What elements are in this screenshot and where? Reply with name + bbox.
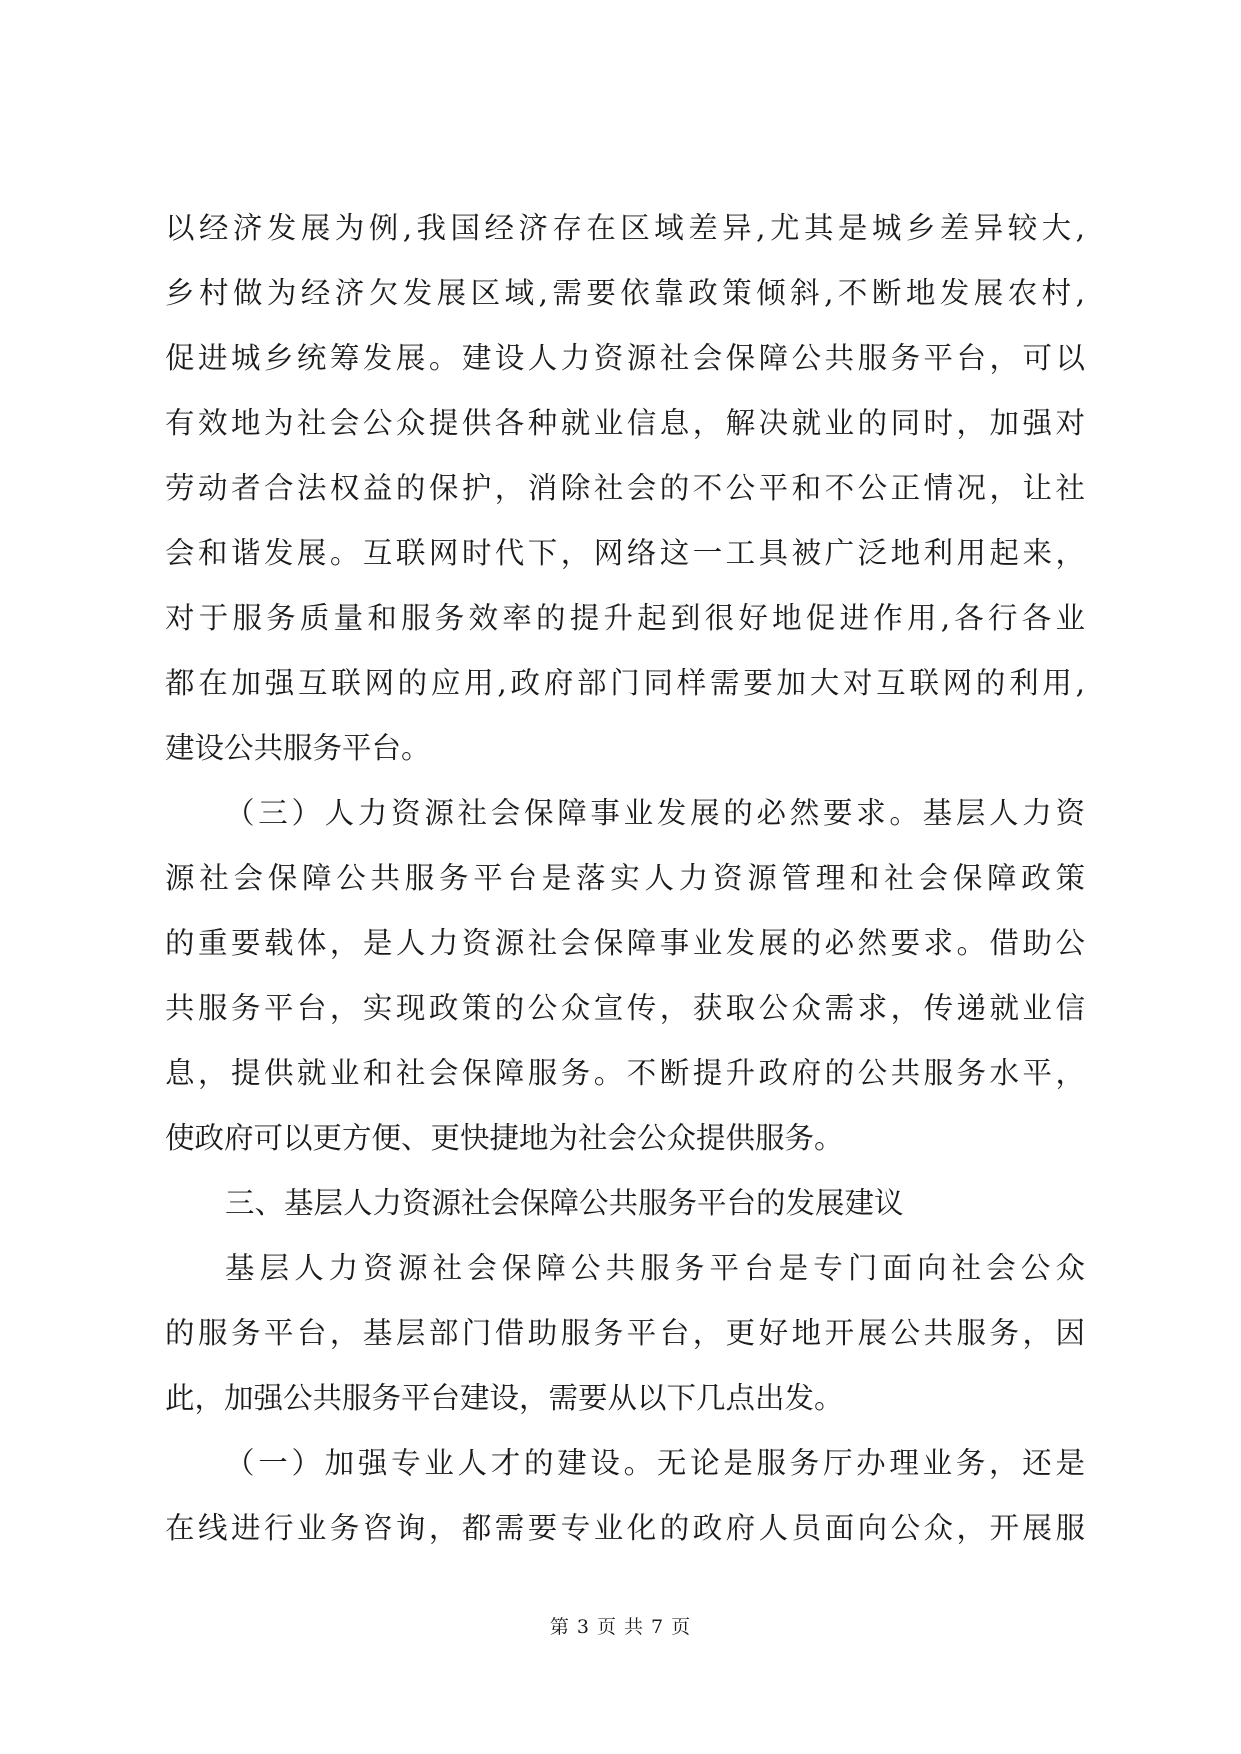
text-line: 都在加强互联网的应用,政府部门同样需要加大对互联网的利用,: [165, 666, 1085, 700]
text-line: 源社会保障公共服务平台是落实人力资源管理和社会保障政策: [165, 861, 1085, 895]
section-heading-one: （一）加强专业人才的建设。无论是服务厅办理业务，还是: [225, 1446, 1085, 1480]
text-line: 建设公共服务平台。: [165, 731, 431, 765]
text-line: 的服务平台，基层部门借助服务平台，更好地开展公共服务，因: [165, 1316, 1085, 1350]
text-line: 有效地为社会公众提供各种就业信息，解决就业的同时，加强对: [165, 406, 1085, 440]
text-line: 的重要载体，是人力资源社会保障事业发展的必然要求。借助公: [165, 926, 1085, 960]
text-line: 乡村做为经济欠发展区域,需要依靠政策倾斜,不断地发展农村,: [165, 276, 1085, 310]
text-line: 会和谐发展。互联网时代下，网络这一工具被广泛地利用起来，: [165, 536, 1085, 570]
document-body: [165, 196, 1085, 1561]
chapter-heading: 三、基层人力资源社会保障公共服务平台的发展建议: [225, 1186, 904, 1220]
text-line: 息，提供就业和社会保障服务。不断提升政府的公共服务水平，: [165, 1056, 1085, 1090]
text-line: 基层人力资源社会保障公共服务平台是专门面向社会公众: [225, 1251, 1085, 1285]
text-line: 此，加强公共服务平台建设，需要从以下几点出发。: [165, 1381, 844, 1415]
text-line: 对于服务质量和服务效率的提升起到很好地促进作用,各行各业: [165, 601, 1085, 635]
text-line: 共服务平台，实现政策的公众宣传，获取公众需求，传递就业信: [165, 991, 1085, 1025]
page-number-footer: 第 3 页 共 7 页: [549, 1616, 692, 1638]
text-line: 以经济发展为例,我国经济存在区域差异,尤其是城乡差异较大,: [165, 211, 1085, 245]
text-line: 在线进行业务咨询，都需要专业化的政府人员面向公众，开展服: [165, 1511, 1085, 1545]
section-heading-three: （三）人力资源社会保障事业发展的必然要求。基层人力资: [225, 796, 1085, 830]
text-line: 促进城乡统筹发展。建设人力资源社会保障公共服务平台，可以: [165, 341, 1085, 375]
text-line: 使政府可以更方便、更快捷地为社会公众提供服务。: [165, 1121, 844, 1155]
text-line: 劳动者合法权益的保护，消除社会的不公平和不公正情况，让社: [165, 471, 1085, 505]
